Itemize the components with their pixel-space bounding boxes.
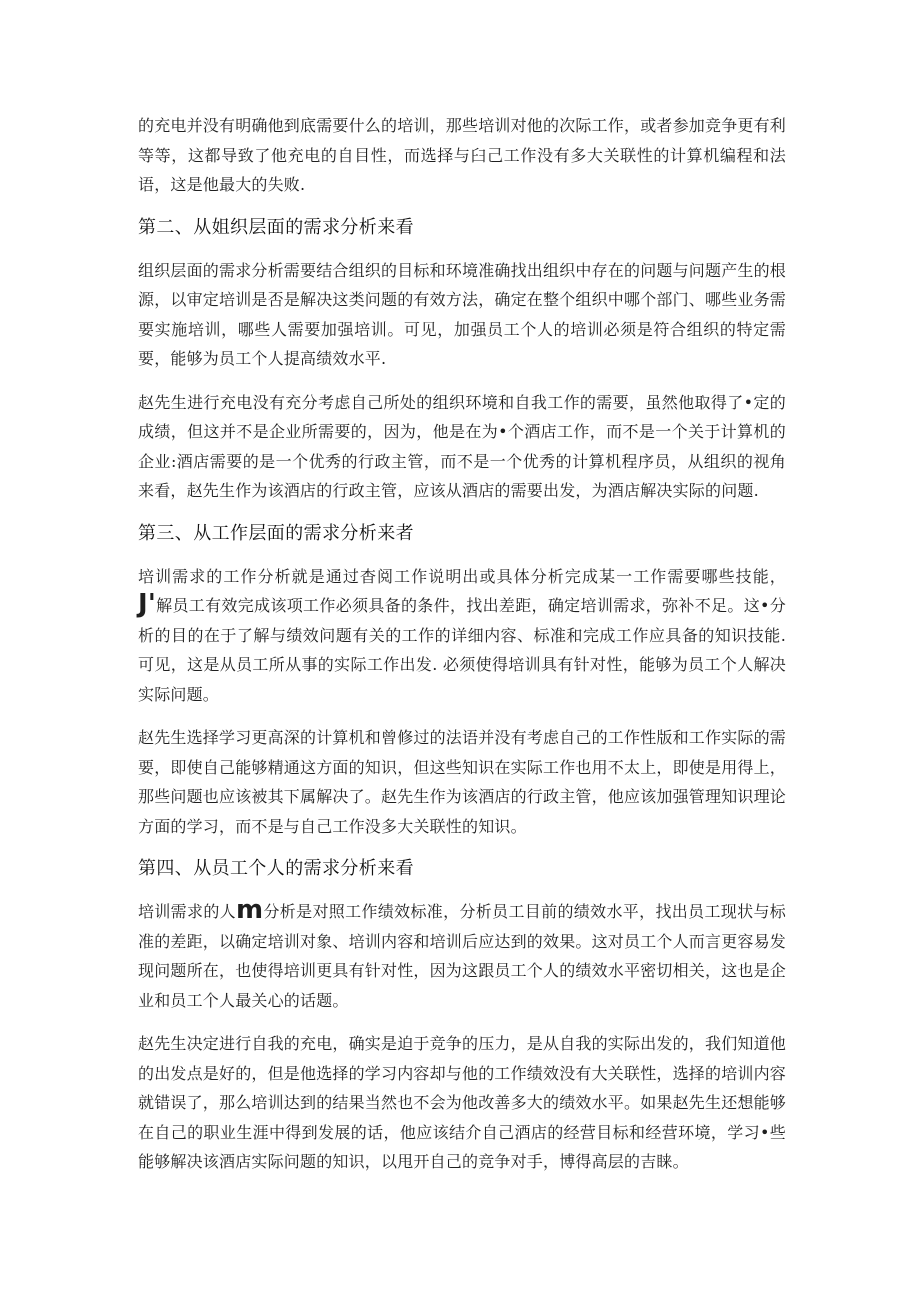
section-heading-organization: 第二、从姐织层面的需求分析来看 bbox=[138, 216, 414, 238]
scan-artifact-glyph: m bbox=[236, 895, 264, 925]
document-body bbox=[138, 111, 786, 1191]
paragraph-work-analysis bbox=[138, 562, 786, 710]
section-heading-individual: 第四、从员工个人的需求分析来看 bbox=[138, 858, 414, 879]
paragraph-zhao-organization: 赵先生进行充电没有充分考虑自己所处的组织环境和自我工作的需要，虽然他取得了•定的成绩，但这并不是企业所需要的，因为，他是在为•个酒店工作，而不是一个关于计算机的企业:酒店需要的是一个优秀的行政主管，而不是一个优秀的计算机程序员，从组织的视角来看，赵先生作为该酒店的行政主管，应该从酒店的需要出发，为酒店解决实际的问题. bbox=[138, 392, 786, 500]
paragraph-work-analysis-part2: 解员工有效完成该项工作必须具备的条件，找出差距，确定培训需求，弥补不足。这•分析的目的在于了解与绩效问题有关的工作的详细内容、标准和完成工作应具备的知识技能. 可见，这是从员工所从事的实际工作出发. 必须使得培训具有针对性，能够为员工个人解决实际问题。 bbox=[138, 596, 786, 704]
scan-artifact-glyph: J' bbox=[138, 589, 157, 619]
paragraph-zhao-work: 赵先生选择学习更高深的计算机和曾修过的法语并没有考虑自己的工作性版和工作实际的需要，即使自己能够精通这方面的知识，但这些知识在实际工作也用不太上，即使是用得上，那些问题也应该被其下属解决了。赵先生作为该酒店的行政主管，他应该加强管理知识理论方面的学习，而不是与自己工作没多大关联性的知识。 bbox=[138, 728, 787, 836]
paragraph-individual-analysis-part1: 培训需求的人 bbox=[138, 902, 237, 921]
paragraph-individual-analysis bbox=[138, 897, 786, 1015]
paragraph-work-analysis-part1: 培训需求的工作分析就是通过杳阅工作说明出或具体分析完成某一工作需要哪些技能， bbox=[138, 566, 786, 586]
paragraph-continuation: 的充电并没有明确他到底需要什么的培训，那些培训对他的次际工作，或者参加竞争更有利等等，这都导致了他充电的自目性，而选择与臼己工作没有多大关联性的计算机编程和法语，这是他最大的失败. bbox=[138, 116, 787, 194]
paragraph-individual-analysis-part2: 分析是对照工作绩效标准，分析员工目前的绩效水平，找出员工现状与标准的差距，以确定培训对象、培训内容和培训后应达到的效果。这对员工个人而言更容易发现问题所在，也使得培训更具有针对性，因为这跟员工个人的绩效水平密切相关，这也是企业和员工个人最关心的话题。 bbox=[138, 902, 787, 1010]
paragraph-zhao-individual: 赵先生决定进行自我的充电，确实是迫于竞争的压力，是从自我的实际出发的，我们知道他的出发点是好的，但是他选择的学习内容却与他的工作绩效没有大关联性，选择的培训内容就错误了，那么培训达到的结果当然也不会为他改善多大的绩效水平。如果赵先生还想能够在自己的职业生涯中得到发展的话，他应该结介自己酒店的经营目标和经营环境，学习•些能够解决该酒店实际问题的知识，以甩开自己的竞争对手，博得高层的吉睐。 bbox=[138, 1034, 787, 1171]
paragraph-organization-analysis: 组织层面的需求分析需要结合组织的目标和环境准确找出组织中存在的问题与问题产生的根源，以审定培训是否是解决这类问题的有效方法，确定在整个组织中哪个部门、哪些业务需要实施培训，哪些人需要加强培训。可见，加强员工个人的培训必须是符合组织的特定需要，能够为员工个人提高绩效水平. bbox=[138, 260, 787, 368]
section-heading-work: 第三、从工作层面的需求分析来者 bbox=[138, 522, 414, 544]
